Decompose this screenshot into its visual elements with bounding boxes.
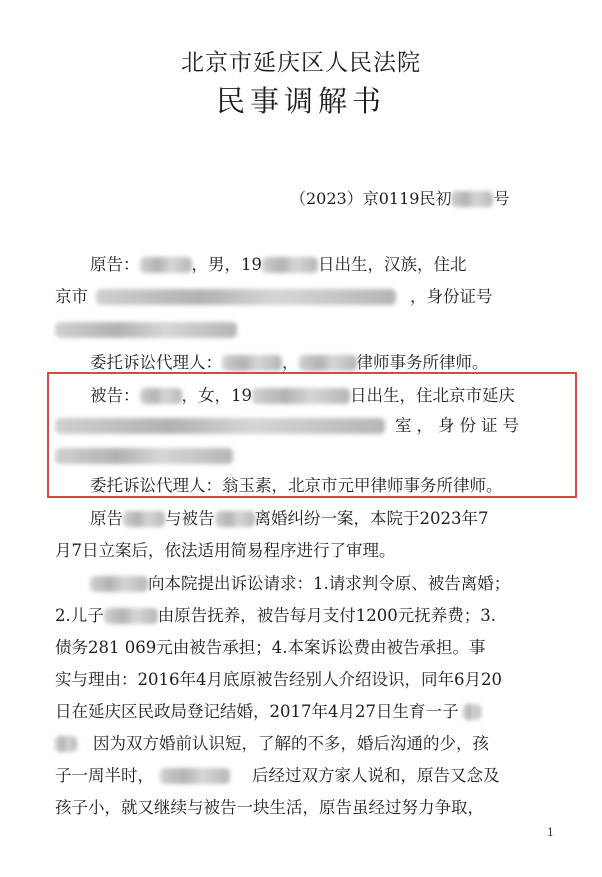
case-number-suffix: 号 <box>493 189 510 208</box>
court-name: 北京市延庆区人民法院 <box>181 50 421 76</box>
defendant-line-1 <box>90 386 555 406</box>
redaction-blur <box>90 576 148 592</box>
marriage-facts: 日在延庆区民政局登记结婚，2017年4月27日生育一子 <box>55 702 459 721</box>
agent-label: 委托诉讼代理人： <box>90 353 222 372</box>
reconciliation: 后经过双方家人说和，原告又念及 <box>252 766 500 785</box>
redaction-blur <box>55 418 385 434</box>
body-line-6: 实与理由：2016年4月底原被告经别人介绍设识，同年6月20 <box>55 670 502 689</box>
plaintiff-agent-line <box>90 353 555 373</box>
redaction-blur <box>140 257 192 273</box>
defendant-label: 被告： <box>90 386 140 405</box>
defendant-room-id: 室，身份证号 <box>395 416 524 435</box>
redaction-blur <box>451 191 493 207</box>
body-line-2: 月7日立案后，依法适用简易程序进行了审理。 <box>55 541 396 560</box>
redaction-blur <box>55 322 237 338</box>
defendant-line-2 <box>55 416 555 436</box>
defendant-word: 与被告 <box>165 509 215 528</box>
redaction-blur <box>215 511 255 527</box>
child-age: 子一周半时， <box>55 766 154 785</box>
comma: ， <box>282 353 299 372</box>
body-line-3 <box>90 574 555 594</box>
plaintiff-line-1 <box>90 255 555 275</box>
redaction-blur <box>140 388 182 404</box>
defendant-sex-birth: ，女，19 <box>181 386 252 405</box>
plaintiff-address-prefix: 京市 <box>55 287 88 306</box>
custody-claim: 由原告抚养，被告每月支付1200元抚养费；3. <box>157 606 496 625</box>
body-line-7 <box>55 702 555 722</box>
page-number: 1 <box>547 826 554 839</box>
redaction-blur <box>55 736 77 752</box>
relationship-facts: 因为双方婚前认识短，了解的不多，婚后沟通的少，孩 <box>93 734 489 753</box>
plaintiff-label: 原告： <box>90 255 140 274</box>
plaintiff-line-3 <box>55 320 555 340</box>
plaintiff-birth-address: 日出生，汉族，住北 <box>318 255 467 274</box>
plaintiff-line-2 <box>55 287 555 307</box>
defendant-birth-address: 日出生，住北京市延庆 <box>350 386 515 405</box>
son-label: 2.儿子 <box>55 606 104 625</box>
case-intro: 离婚纠纷一案，本院于2023年7 <box>254 509 489 528</box>
redaction-blur <box>262 257 318 273</box>
document-title: 民事调解书 <box>215 84 386 118</box>
redaction-blur <box>299 355 357 371</box>
defendant-agent-line: 委托诉讼代理人：翁玉素，北京市元甲律师事务所律师。 <box>90 476 503 495</box>
redaction-blur <box>160 768 230 784</box>
body-line-10: 孩子小，就又继续与被告一块生活，原告虽经过努力争取， <box>55 798 484 817</box>
case-number <box>290 186 509 209</box>
body-line-5: 债务281 069元由被告承担；4.本案诉讼费由被告承担。事 <box>55 638 486 657</box>
redaction-blur <box>123 511 165 527</box>
claims-intro: 向本院提出诉讼请求：1.请求判令原、被告离婚； <box>148 574 511 593</box>
body-line-4 <box>55 606 555 626</box>
redaction-blur <box>222 355 282 371</box>
case-number-prefix: （2023）京0119民初 <box>290 189 452 208</box>
redaction-blur <box>463 704 481 720</box>
plaintiff-sex-birth: ，男，19 <box>191 255 262 274</box>
body-line-9 <box>55 766 555 786</box>
plaintiff-id-label: ，身份证号 <box>410 287 493 306</box>
body-line-8 <box>55 734 555 754</box>
redaction-blur <box>104 608 158 624</box>
plaintiff-word: 原告 <box>90 509 123 528</box>
redaction-blur <box>96 289 396 305</box>
redaction-blur <box>252 388 350 404</box>
body-line-1 <box>90 509 555 529</box>
redaction-blur <box>55 448 233 464</box>
defendant-line-3 <box>55 446 555 466</box>
agent-firm: 律师事务所律师。 <box>356 353 489 372</box>
